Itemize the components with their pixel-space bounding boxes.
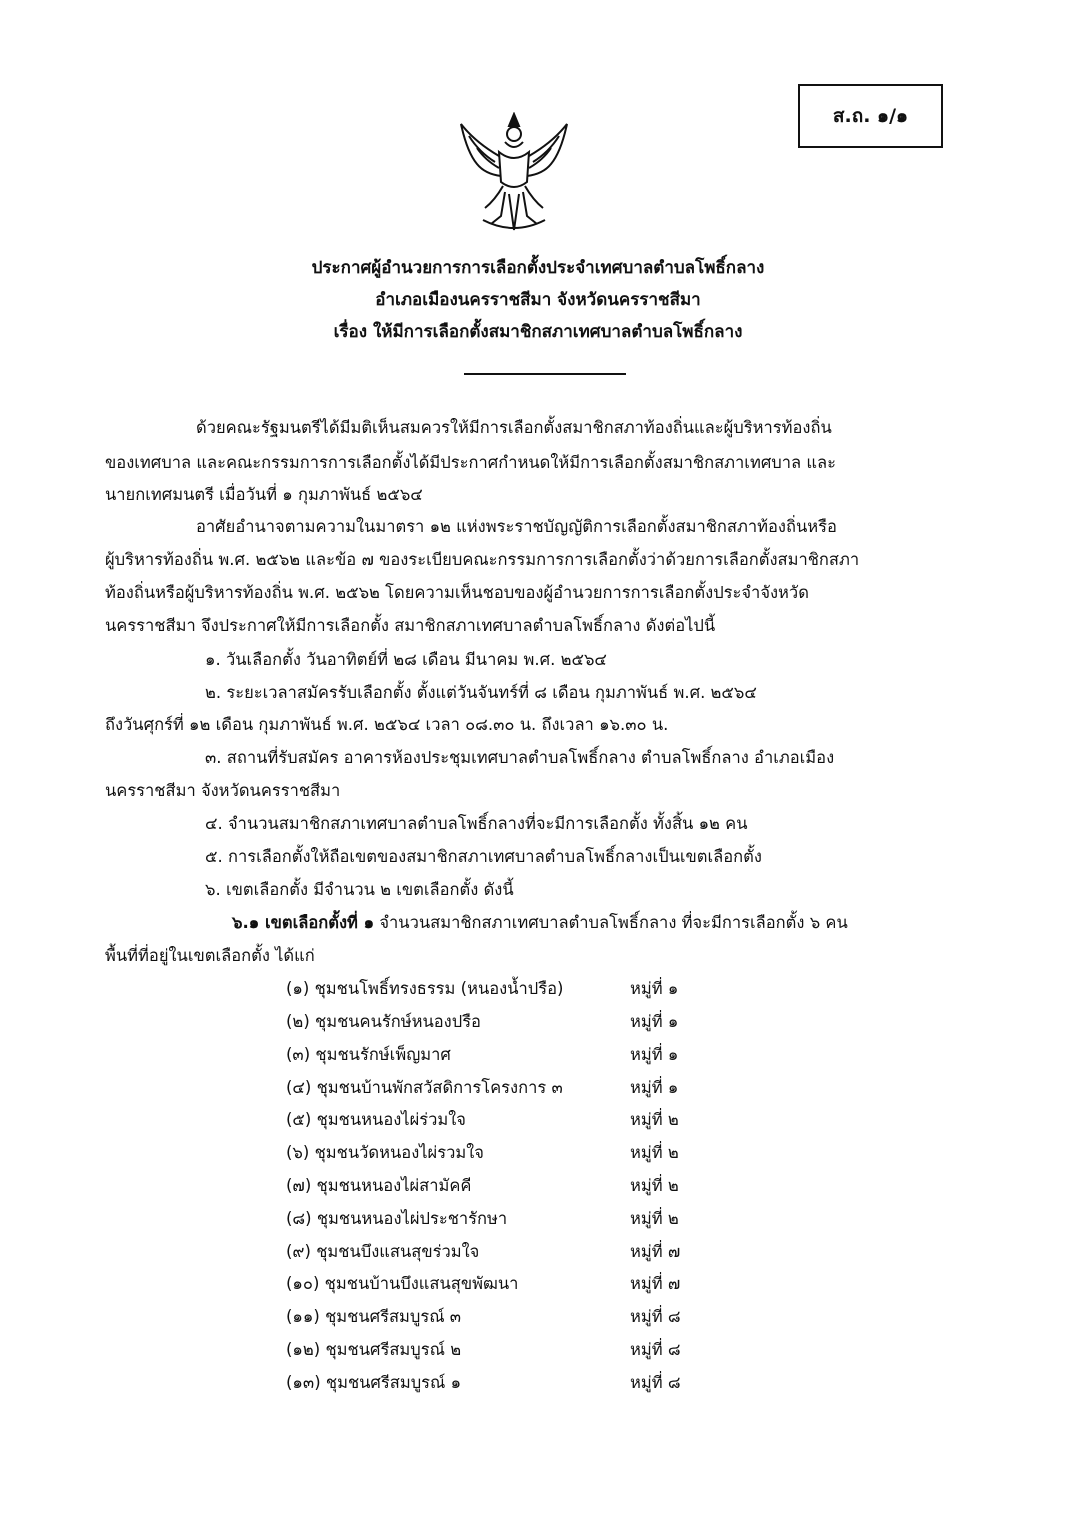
item-1: ๑. วันเลือกตั้ง วันอาทิตย์ที่ ๒๘ เดือน มีนาคม พ.ศ. ๒๕๖๔ (205, 650, 607, 669)
paragraph-2-line-1: อาศัยอำนาจตามความในมาตรา ๑๒ แห่งพระราชบัญญัติการเลือกตั้งสมาชิกสภาท้องถิ่นหรือ (196, 517, 837, 536)
item-6: ๖. เขตเลือกตั้ง มีจำนวน ๒ เขตเลือกตั้ง ดังนี้ (205, 880, 514, 899)
title-divider (464, 373, 626, 375)
community-moo: หมู่ที่ ๗ (630, 1274, 681, 1293)
item-2-line-2: ถึงวันศุกร์ที่ ๑๒ เดือน กุมภาพันธ์ พ.ศ. ๒๕๖๔ เวลา ๐๘.๓๐ น. ถึงเวลา ๑๖.๓๐ น. (105, 715, 669, 734)
community-moo: หมู่ที่ ๑ (630, 979, 679, 998)
item-6-1-line-2: พื้นที่ที่อยู่ในเขตเลือกตั้ง ได้แก่ (105, 946, 315, 965)
community-name: (๖) ชุมชนวัดหนองไผ่รวมใจ (286, 1143, 484, 1162)
item-3-line-2: นครราชสีมา จังหวัดนครราชสีมา (105, 781, 341, 800)
community-moo: หมู่ที่ ๘ (630, 1307, 681, 1326)
paragraph-2-line-3: ท้องถิ่นหรือผู้บริหารท้องถิ่น พ.ศ. ๒๕๖๒ โดยความเห็นชอบของผู้อำนวยการการเลือกตั้งประจำจังหวัด (105, 583, 809, 602)
community-name: (๒) ชุมชนคนรักษ์หนองปรือ (286, 1012, 481, 1031)
garuda-emblem-icon (455, 112, 573, 234)
item-4: ๔. จำนวนสมาชิกสภาเทศบาลตำบลโพธิ์กลางที่จะมีการเลือกตั้ง ทั้งสิ้น ๑๒ คน (205, 814, 748, 833)
community-name: (๑) ชุมชนโพธิ์ทรงธรรม (หนองน้ำปรือ) (286, 979, 564, 998)
paragraph-1-line-3: นายกเทศมนตรี เมื่อวันที่ ๑ กุมภาพันธ์ ๒๕๖๔ (105, 485, 423, 504)
community-name: (๕) ชุมชนหนองไผ่ร่วมใจ (286, 1110, 466, 1129)
community-moo: หมู่ที่ ๘ (630, 1373, 681, 1392)
form-code-box: ส.ถ. ๑/๑ (798, 84, 943, 148)
title-line-2: อำเภอเมืองนครราชสีมา จังหวัดนครราชสีมา (375, 290, 701, 310)
item-5: ๕. การเลือกตั้งให้ถือเขตของสมาชิกสภาเทศบาลตำบลโพธิ์กลางเป็นเขตเลือกตั้ง (205, 847, 762, 866)
paragraph-2-line-2: ผู้บริหารท้องถิ่น พ.ศ. ๒๕๖๒ และข้อ ๗ ของระเบียบคณะกรรมการการเลือกตั้งว่าด้วยการเลือกตั้งสมาชิกสภา (105, 550, 860, 569)
community-name: (๑๓) ชุมชนศรีสมบูรณ์ ๑ (286, 1373, 462, 1392)
community-name: (๑๑) ชุมชนศรีสมบูรณ์ ๓ (286, 1307, 462, 1326)
community-moo: หมู่ที่ ๗ (630, 1242, 681, 1261)
community-moo: หมู่ที่ ๒ (630, 1110, 679, 1129)
paragraph-1-line-2: ของเทศบาล และคณะกรรมการการเลือกตั้งได้มีประกาศกำหนดให้มีการเลือกตั้งสมาชิกสภาเทศบาล และ (105, 453, 836, 472)
item-3-line-1: ๓. สถานที่รับสมัคร อาคารห้องประชุมเทศบาลตำบลโพธิ์กลาง ตำบลโพธิ์กลาง อำเภอเมือง (205, 748, 835, 767)
item-6-1-line-1 (232, 911, 848, 935)
paragraph-1-line-1: ด้วยคณะรัฐมนตรีได้มีมติเห็นสมควรให้มีการเลือกตั้งสมาชิกสภาท้องถิ่นและผู้บริหารท้องถิ่น (196, 418, 832, 437)
community-name: (๗) ชุมชนหนองไผ่สามัคคี (286, 1176, 472, 1195)
item-2-line-1: ๒. ระยะเวลาสมัครรับเลือกตั้ง ตั้งแต่วันจันทร์ที่ ๘ เดือน กุมภาพันธ์ พ.ศ. ๒๕๖๔ (205, 683, 757, 702)
community-moo: หมู่ที่ ๑ (630, 1045, 679, 1064)
community-moo: หมู่ที่ ๒ (630, 1176, 679, 1195)
community-name: (๘) ชุมชนหนองไผ่ประชารักษา (286, 1209, 508, 1228)
title-line-1: ประกาศผู้อำนวยการการเลือกตั้งประจำเทศบาลตำบลโพธิ์กลาง (311, 258, 765, 278)
title-line-3: เรื่อง ให้มีการเลือกตั้งสมาชิกสภาเทศบาลตำบลโพธิ์กลาง (333, 322, 743, 342)
community-moo: หมู่ที่ ๒ (630, 1143, 679, 1162)
community-name: (๑๐) ชุมชนบ้านบึงแสนสุขพัฒนา (286, 1274, 519, 1293)
community-name: (๑๒) ชุมชนศรีสมบูรณ์ ๒ (286, 1340, 462, 1359)
community-moo: หมู่ที่ ๒ (630, 1209, 679, 1228)
community-name: (๓) ชุมชนรักษ์เพ็ญมาศ (286, 1045, 451, 1064)
community-moo: หมู่ที่ ๘ (630, 1340, 681, 1359)
district-1-description: จำนวนสมาชิกสภาเทศบาลตำบลโพธิ์กลาง ที่จะมีการเลือกตั้ง ๖ คน (374, 913, 848, 932)
district-1-heading: ๖.๑ เขตเลือกตั้งที่ ๑ (232, 913, 375, 932)
community-name: (๔) ชุมชนบ้านพักสวัสดิการโครงการ ๓ (286, 1078, 563, 1097)
community-name: (๙) ชุมชนบึงแสนสุขร่วมใจ (286, 1242, 480, 1261)
community-moo: หมู่ที่ ๑ (630, 1078, 679, 1097)
community-moo: หมู่ที่ ๑ (630, 1012, 679, 1031)
paragraph-2-line-4: นครราชสีมา จึงประกาศให้มีการเลือกตั้ง สมาชิกสภาเทศบาลตำบลโพธิ์กลาง ดังต่อไปนี้ (105, 616, 716, 635)
